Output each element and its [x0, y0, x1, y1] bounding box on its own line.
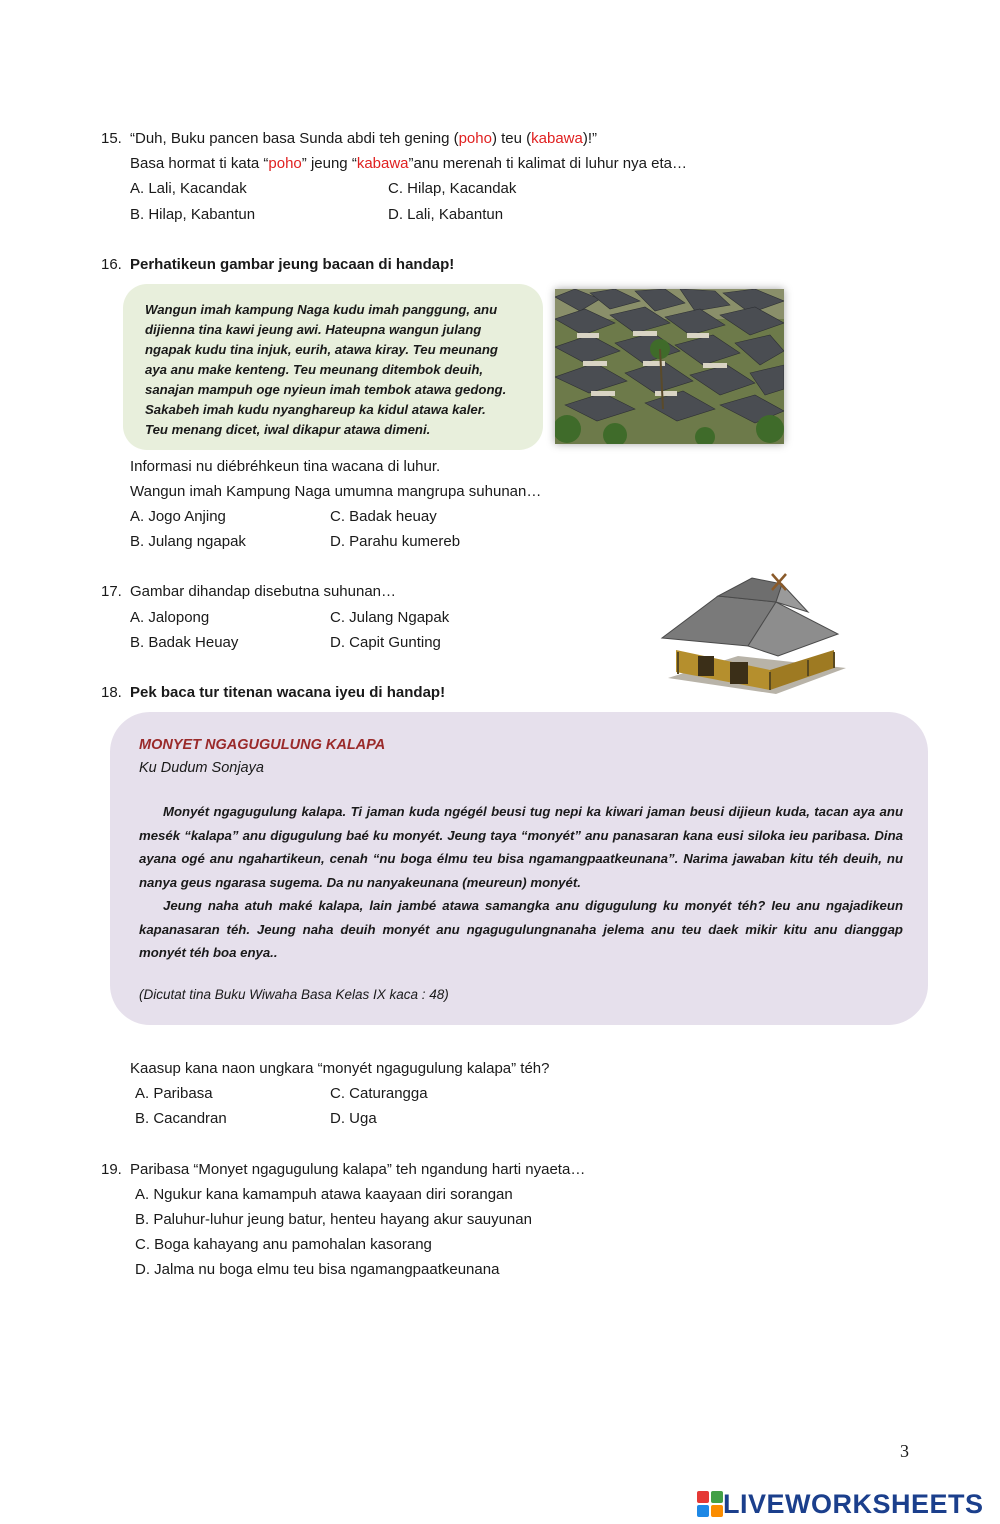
q19-option-b[interactable]: B. Paluhur-luhur jeung batur, henteu hayang akur sauyunan [135, 1211, 532, 1228]
q18-option-d[interactable]: D. Uga [330, 1110, 377, 1127]
q17-option-c[interactable]: C. Julang Ngapak [330, 609, 450, 626]
q16-number: 16. [101, 256, 122, 273]
q17-option-b[interactable]: B. Badak Heuay [130, 634, 239, 651]
q15-option-b[interactable]: B. Hilap, Kabantun [130, 206, 256, 223]
q15-stem: “Duh, Buku pancen basa Sunda abdi teh gening (poho) teu (kabawa)!” [130, 130, 598, 147]
q19-option-d[interactable]: D. Jalma nu boga elmu teu bisa ngamangpaatkeunana [135, 1261, 500, 1278]
q16-info: Informasi nu diébréhkeun tina wacana di luhur. [130, 458, 441, 475]
liveworksheets-logo[interactable] [697, 1488, 984, 1520]
q18-instruction: Pek baca tur titenan wacana iyeu di handap! [130, 684, 446, 701]
q17-option-d[interactable]: D. Capit Gunting [330, 634, 441, 651]
q15-number: 15. [101, 130, 122, 147]
q16-option-b[interactable]: B. Julang ngapak [130, 533, 246, 550]
q18-option-c[interactable]: C. Caturangga [330, 1085, 428, 1102]
story-source: (Dicutat tina Buku Wiwaha Basa Kelas IX kaca : 48) [139, 987, 449, 1002]
q16-instruction: Perhatikeun gambar jeung bacaan di handap! [130, 256, 455, 273]
q16-option-a[interactable]: A. Jogo Anjing [130, 508, 226, 525]
q16-passage: Wangun imah kampung Naga kudu imah panggung, anu dijienna tina kawi jeung awi. Hateupna wangun julang ngapak kudu tina injuk, eurih, atawa kiray. Teu meunang aya anu make kenteng. Teu meunang ditembok deuih, sanajan mampuh oge nyieun imah tembok atawa gedong. Sakabeh imah kudu nyanghareup ka kidul atawa kaler. Teu menang dicet, iwal dikapur atawa dimeni. [145, 302, 507, 437]
q17-option-a[interactable]: A. Jalopong [130, 609, 210, 626]
q19-option-c[interactable]: C. Boga kahayang anu pamohalan kasorang [135, 1236, 432, 1253]
q19-number: 19. [101, 1161, 122, 1178]
q18-option-b[interactable]: B. Cacandran [135, 1110, 227, 1127]
house-roof-illustration [658, 572, 848, 694]
q15-option-a[interactable]: A. Lali, Kacandak [130, 180, 247, 197]
page-number: 3 [900, 1441, 909, 1461]
q18-question: Kaasup kana naon ungkara “monyét ngagugulung kalapa” téh? [130, 1060, 550, 1077]
q18-number: 18. [101, 684, 122, 701]
liveworksheets-wordmark: LIVEWORKSHEETS [723, 1488, 984, 1519]
q15-option-c[interactable]: C. Hilap, Kacandak [388, 180, 517, 197]
q19-question: Paribasa “Monyet ngagugulung kalapa” teh ngandung harti nyaeta… [130, 1161, 586, 1178]
q17-question: Gambar dihandap disebutna suhunan… [130, 583, 397, 600]
story-paragraph: Jeung naha atuh maké kalapa, lain jambé atawa samangka anu digugulung ku monyét téh? Ieu anu ngajadikeun kapanasaran téh. Jeung naha deuih monyét anu ngagugulungnanaha jelema anu teu daek mikir kitu anu dianggap monyét téh boa enya.. [139, 898, 903, 960]
q17-number: 17. [101, 583, 122, 600]
liveworksheets-icon [697, 1491, 723, 1517]
q16-question: Wangun imah Kampung Naga umumna mangrupa suhunan… [130, 483, 542, 500]
story-title: MONYET NGAGUGULUNG KALAPA [139, 737, 386, 753]
story-author: Ku Dudum Sonjaya [139, 760, 264, 776]
q15-option-d[interactable]: D. Lali, Kabantun [388, 206, 504, 223]
story-body [139, 800, 903, 965]
q16-option-d[interactable]: D. Parahu kumereb [330, 533, 461, 550]
q18-option-a[interactable]: A. Paribasa [135, 1085, 213, 1102]
q16-option-c[interactable]: C. Badak heuay [330, 508, 437, 525]
kampung-naga-photo [555, 289, 784, 444]
story-paragraph: Monyét ngagugulung kalapa. Ti jaman kuda ngégél beusi tug nepi ka kiwari jaman beusi dijieun kuda, tacan aya anu mesék “kalapa” anu digugulung baé ku monyét. Jeung taya “monyét” anu panasaran kana eusi siloka ieu paribasa. Dina ayana ogé anu ngahartikeun, cenah “nu boga élmu teu bisa ngamangpaatkeunana”. Narima jawaban kitu téh deuih, nu nanya geus ngarasa sugema. Da nu nanyakeunana (meureun) monyét. [139, 804, 903, 890]
q19-option-a[interactable]: A. Ngukur kana kamampuh atawa kaayaan diri sorangan [135, 1186, 513, 1203]
q15-subquestion: Basa hormat ti kata “poho” jeung “kabawa”anu merenah ti kalimat di luhur nya eta… [130, 155, 687, 172]
